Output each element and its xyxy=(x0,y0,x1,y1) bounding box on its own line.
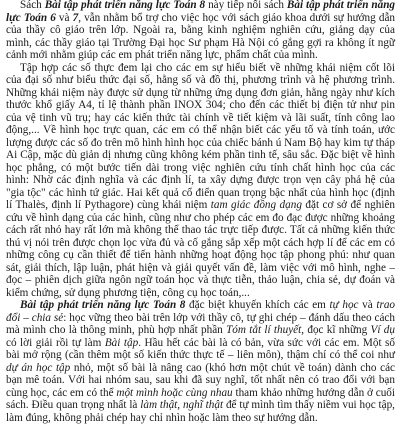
emphasis-text: 7 xyxy=(72,11,79,24)
text-run: : học vững theo bài trên lớp với thầy cô, tự ghi chép – đánh dấu theo cách mà mình cho là thông minh, phù hợp nhất phần xyxy=(6,311,395,336)
emphasis-text: Bài tập phát triển năng lực Toán 8 xyxy=(44,0,206,11)
emphasis-text: tự học xyxy=(329,299,359,311)
text-run: và xyxy=(55,11,73,24)
emphasis-text: Bài tập xyxy=(104,336,139,349)
text-run: đặc biệt khuyến khích các em xyxy=(185,299,330,311)
emphasis-text: dự án học tập xyxy=(6,361,71,374)
text-run: , vẫn nhằm bổ trợ cho việc học với sách giáo khoa dưới sự hướng dẫn của thầy cô giáo trên lớp. Ngoài ra, bằng kinh nghiệm nghiên cứu, giảng dạy của mình, các thầy giáo tại Trường Đại học Sư phạm Hà Nội có gắng gợi ra không ít ngữ cảnh mới nhằm giúp các em phát triển năng lực, phẩm chất của mình. xyxy=(6,11,396,61)
emphasis-text: làm thật, nghĩ thật xyxy=(140,399,224,411)
emphasis-text: trao đổi – chia sẻ xyxy=(6,299,396,324)
para-intro xyxy=(6,0,395,62)
text-run: , đọc kĩ những xyxy=(301,324,371,336)
text-run: này tiếp nối sách xyxy=(205,0,287,11)
document-page xyxy=(6,0,395,424)
text-run: tham khảo những hướng dẫn ở cuối sách. Điều quan trọng nhất là xyxy=(6,386,395,411)
emphasis-text: tam giác đồng dạng xyxy=(210,199,302,211)
text-run: đặt cơ sở để nghiên cứu về hình dạng của các hình, cũng như cho phép các em đo đạc được những khoảng cách rất nhỏ hay rất lớn mà không thể thao tác trực tiếp được. Tất cả những kiến thức thú vị nói trên được chọn lọc vừa đủ và cố gắng sắp xếp một cách hợp lí để các em có những công cụ cần thiết để tiến hành những hoạt động học tập phong phú: như quan sát, giải thích, lập luận, phát hiện và giải quyết vấn đề, làm việc với mô hình, nghe – đọc – phiên dịch giữa ngôn ngữ toán học và thực tiễn, thảo luận, chia sẻ, dự đoán và kiểm chứng, sử dụng phương tiện, công cụ học toán,... xyxy=(6,199,396,299)
para-usage xyxy=(6,299,395,424)
text-run: và xyxy=(358,299,377,311)
emphasis-text: một mình hoặc cùng nhau xyxy=(116,386,233,399)
emphasis-text: Bài tập phát triển năng lực Toán 8 xyxy=(20,299,186,311)
text-run: Tập hợp các số thực đem lại cho các em sự hiểu biết về những khái niệm cốt lõi của đại số như biểu thức đại số, hằng số và đồ thị, phương trình và hệ phương trình. Những khái niệm này được sử dụng từ những ứng dụng đơn giản, hằng ngày như kích thước khổ giấy A4, tỉ lệ thành phần INOX 304; cho đến các thiết bị điện tử như pin của vệ tinh vũ trụ; hay các kiến thức tài chính về tiết kiệm và lãi suất, tính công lao động,... Về hình học trực quan, các em có thể nhận biết các yếu tố và tính toán, ước lượng được các số đo trên mô hình hình học của chiếc bánh ú Nam Bộ hay kim tự tháp Ai Cập, mặc dù giản dị nhưng cũng không kém phần tinh tế, sâu sắc. Đặc biệt về hình học phẳng, có một bước tiến dài trong việc nghiên cứu tính chất hình học của các hình: Nhờ các định nghĩa và các định lí, ta xây dựng được trọn vẹn cây phả hệ của "gia tộc" các hình tứ giác. Hai kết quả cổ điển quan trọng bậc nhất của hình học (định lí Thalès, định lí Pythagore) cùng khái niệm xyxy=(6,61,395,211)
text-run: nhỏ, một số bài là nâng cao (khó hơn một chút về toán) dành cho các bạn mê toán. Với hai nhóm sau, sau khi đã suy nghĩ, tốt nhất nên có trao đổi với bạn cùng học, các em có thể xyxy=(6,361,395,399)
text-run: . Hầu hết các bài là có bản, vừa sức với các em. Một số bài mở rộng (cần thêm một số kiến thức thực tế – liên môn), thậm chí có thể coi như xyxy=(6,336,395,361)
para-exercises xyxy=(6,62,395,300)
emphasis-text: Ví dụ xyxy=(370,324,395,336)
emphasis-text: Bài tập phát triển năng lực Toán 6 xyxy=(6,0,396,24)
emphasis-text: Tóm tắt lí thuyết xyxy=(226,324,302,336)
text-run: có lời giải rồi tự làm xyxy=(6,336,105,349)
text-run: Sách xyxy=(20,0,45,11)
text-run: để tự mình tìm thấy niềm vui học tập, làm đúng, không phải chép hay chỉ nhìn hoặc làm theo sự hướng dẫn. xyxy=(6,399,395,424)
